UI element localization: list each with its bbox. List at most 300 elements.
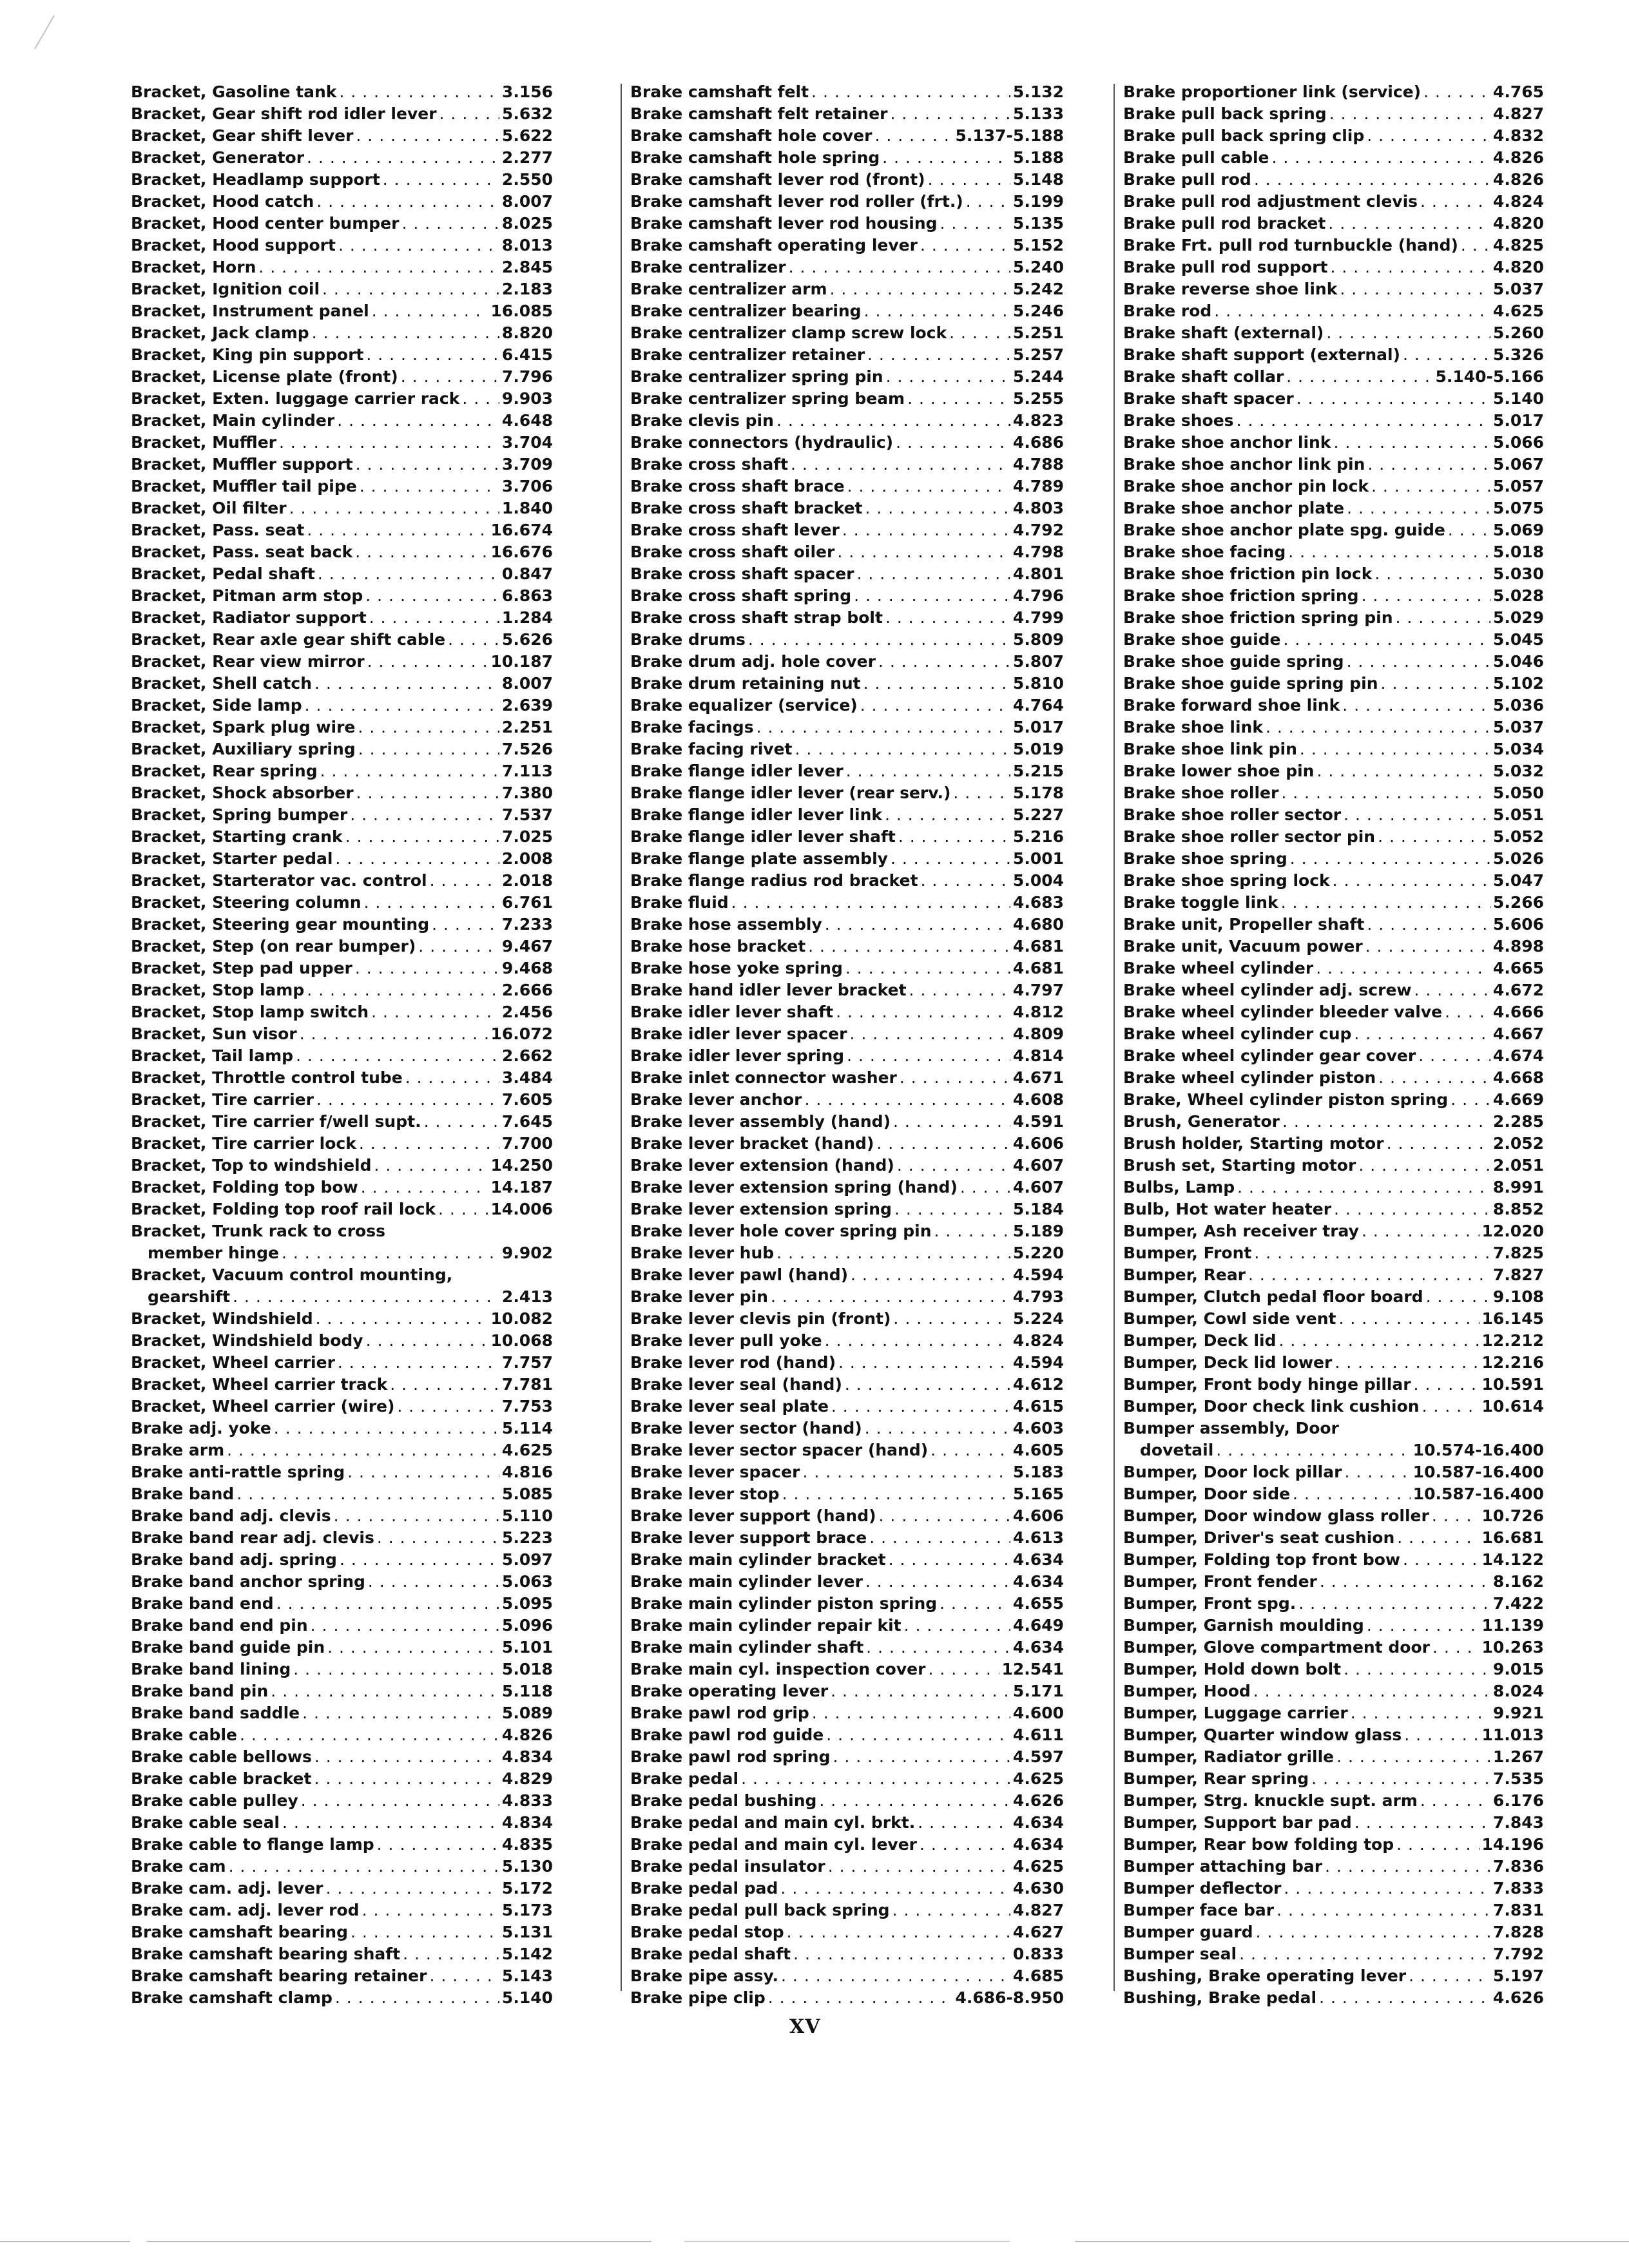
entry-label: Brake shoe friction spring pin — [1123, 608, 1393, 627]
entry-label: Bumper, Deck lid lower — [1123, 1353, 1333, 1372]
entry-reference: 5.118 — [501, 1682, 553, 1700]
index-entry — [630, 1987, 1064, 2009]
dot-leader — [429, 1965, 499, 1987]
index-entry — [131, 300, 553, 322]
index-entry — [1123, 169, 1544, 191]
index-entry — [630, 782, 1064, 804]
dot-leader — [296, 1045, 499, 1067]
dot-leader — [845, 1374, 1010, 1396]
dot-leader — [1339, 1308, 1480, 1330]
dot-leader — [874, 125, 952, 147]
index-entry — [630, 1330, 1064, 1352]
dot-leader — [900, 1067, 1010, 1089]
index-entry — [131, 1637, 553, 1658]
entry-label: Brake pedal pad — [630, 1879, 778, 1898]
entry-label: Bumper, Rear bow folding top — [1123, 1835, 1394, 1854]
dot-leader — [355, 957, 499, 979]
dot-leader — [356, 454, 499, 476]
entry-reference: 5.184 — [1012, 1200, 1064, 1218]
dot-leader — [842, 519, 1010, 541]
index-entry — [1123, 1067, 1544, 1089]
entry-label: Brake camshaft lever rod (front) — [630, 170, 925, 189]
entry-label: Bracket, Gear shift lever — [131, 126, 354, 145]
dot-leader — [377, 1834, 499, 1856]
entry-label: Brake, Wheel cylinder piston spring — [1123, 1090, 1449, 1109]
entry-label: Brake pipe clip — [630, 1988, 766, 2007]
entry-label: Brake pull rod bracket — [1123, 214, 1326, 233]
index-entry — [1123, 1549, 1544, 1571]
entry-label: Brake band rear adj. clevis — [131, 1528, 374, 1547]
entry-label: Brake drum retaining nut — [630, 674, 861, 693]
entry-reference: 8.024 — [1492, 1682, 1544, 1700]
dot-leader — [356, 125, 499, 147]
dot-leader — [879, 1505, 1010, 1527]
entry-reference: 4.627 — [1012, 1923, 1064, 1941]
entry-label: Bracket, Jack clamp — [131, 323, 309, 342]
entry-label: Brake pull cable — [1123, 148, 1269, 167]
dot-leader — [1448, 519, 1490, 541]
entry-label: Brake unit, Vacuum power — [1123, 937, 1363, 956]
index-entry — [1123, 651, 1544, 673]
entry-label: Bulb, Hot water heater — [1123, 1200, 1332, 1218]
entry-label: Brake lever extension spring — [630, 1200, 892, 1218]
entry-reference: 4.788 — [1012, 455, 1064, 474]
index-entry — [630, 629, 1064, 651]
dot-leader — [1362, 1220, 1480, 1242]
entry-reference: 5.199 — [1012, 192, 1064, 211]
index-entry — [630, 213, 1064, 235]
index-entry — [131, 1067, 553, 1089]
dot-leader — [776, 410, 1010, 432]
index-entry — [131, 1177, 553, 1198]
index-entry — [131, 1899, 553, 1921]
entry-label: Brake cable seal — [131, 1813, 280, 1832]
index-entry — [630, 936, 1064, 957]
entry-reference: 5.028 — [1492, 586, 1544, 605]
entry-label: Bumper deflector — [1123, 1879, 1282, 1898]
entry-reference: 4.764 — [1012, 696, 1064, 715]
index-entry — [630, 1943, 1064, 1965]
index-entry — [1123, 738, 1544, 760]
dot-leader — [960, 1177, 1010, 1198]
index-entry — [1123, 432, 1544, 454]
entry-reference: 5.036 — [1492, 696, 1544, 715]
entry-label: Brake cross shaft spring — [630, 586, 852, 605]
entry-reference: 4.649 — [1012, 1616, 1064, 1635]
dot-leader — [771, 1286, 1010, 1308]
index-entry — [131, 1418, 553, 1439]
dot-leader — [1284, 629, 1490, 651]
dot-leader — [780, 1878, 1010, 1899]
entry-reference: 4.833 — [501, 1791, 553, 1810]
index-entry — [630, 1637, 1064, 1658]
entry-label: Brake cross shaft — [630, 455, 789, 474]
index-entry — [630, 1045, 1064, 1067]
index-entry — [630, 738, 1064, 760]
entry-reference: 4.686-8.950 — [955, 1988, 1064, 2007]
entry-reference: 5.085 — [501, 1485, 553, 1503]
index-entry — [131, 716, 553, 738]
index-entry — [1123, 1812, 1544, 1834]
entry-reference: 5.810 — [1012, 674, 1064, 693]
index-entry — [630, 1418, 1064, 1439]
entry-reference: 5.183 — [1012, 1463, 1064, 1481]
entry-reference: 4.671 — [1012, 1068, 1064, 1087]
entry-label: Brake band lining — [131, 1660, 291, 1678]
dot-leader — [432, 914, 499, 936]
entry-label: Brake shoe anchor link pin — [1123, 455, 1365, 474]
index-entry — [1123, 366, 1544, 388]
dot-leader — [1319, 1987, 1490, 2009]
index-entry — [630, 1111, 1064, 1133]
index-entry — [131, 1461, 553, 1483]
entry-reference: 7.113 — [501, 762, 553, 780]
entry-label: Bushing, Brake pedal — [1123, 1988, 1317, 2007]
dot-leader — [833, 1746, 1010, 1768]
index-entry — [1123, 81, 1544, 103]
dot-leader — [889, 1549, 1010, 1571]
index-entry — [630, 1702, 1064, 1724]
dot-leader — [289, 497, 499, 519]
dot-leader — [236, 1483, 499, 1505]
entry-label: Brake wheel cylinder cup — [1123, 1024, 1352, 1043]
index-entry — [1123, 1155, 1544, 1177]
index-entry — [630, 914, 1064, 936]
dot-leader — [227, 1439, 499, 1461]
index-entry — [131, 979, 553, 1001]
entry-reference: 4.798 — [1012, 543, 1064, 561]
entry-label: Brake camshaft bearing shaft — [131, 1945, 401, 1963]
entry-reference: 9.903 — [501, 389, 553, 408]
entry-label: Brake lever sector spacer (hand) — [630, 1441, 929, 1459]
index-entry — [630, 1264, 1064, 1286]
index-entry — [131, 826, 553, 848]
entry-reference: 7.700 — [501, 1134, 553, 1153]
index-entry — [131, 1812, 553, 1834]
dot-leader — [1362, 585, 1490, 607]
entry-label: Bracket, Tail lamp — [131, 1046, 294, 1065]
entry-label: Brake shoe anchor plate spg. guide — [1123, 521, 1445, 539]
dot-leader — [1342, 695, 1490, 716]
index-column-2 — [630, 81, 1064, 2009]
entry-label: Brake flange idler lever link — [630, 805, 883, 824]
dot-leader — [312, 322, 499, 344]
index-entry — [630, 1155, 1064, 1177]
entry-label: Bumper, Door check link cushion — [1123, 1397, 1420, 1416]
dot-leader — [1378, 1067, 1490, 1089]
index-entry — [1123, 1023, 1544, 1045]
index-entry — [131, 1330, 553, 1352]
dot-leader — [847, 1045, 1010, 1067]
entry-label: Brake shoe roller sector — [1123, 805, 1342, 824]
index-entry — [630, 410, 1064, 432]
dot-leader — [1330, 256, 1490, 278]
entry-label: Brake centralizer spring pin — [630, 367, 883, 386]
index-entry — [1123, 1286, 1544, 1308]
dot-leader — [1432, 1505, 1480, 1527]
entry-label: Brake pipe assy. — [630, 1966, 779, 1985]
dot-leader — [1293, 1483, 1411, 1505]
dot-leader — [876, 1133, 1010, 1155]
entry-reference: 4.612 — [1012, 1375, 1064, 1394]
index-entry — [630, 1527, 1064, 1549]
dot-leader — [865, 497, 1010, 519]
index-entry — [131, 410, 553, 432]
index-entry — [630, 760, 1064, 782]
dot-leader — [1320, 1571, 1490, 1593]
index-entry — [131, 366, 553, 388]
index-entry — [630, 125, 1064, 147]
dot-leader — [1344, 1461, 1410, 1483]
entry-reference: 10.726 — [1481, 1506, 1544, 1525]
index-entry — [1123, 454, 1544, 476]
index-entry — [131, 454, 553, 476]
index-entry — [131, 147, 553, 169]
entry-label: Bumper assembly, Door — [1123, 1419, 1339, 1437]
entry-reference: 7.537 — [501, 805, 553, 824]
entry-reference: 4.626 — [1492, 1988, 1544, 2007]
entry-reference: 14.196 — [1481, 1835, 1544, 1854]
entry-label: Bracket, Trunk rack to cross — [131, 1222, 385, 1240]
dot-leader — [891, 848, 1010, 870]
entry-reference: 4.814 — [1012, 1046, 1064, 1065]
entry-label: Brake lever extension (hand) — [630, 1156, 894, 1175]
index-entry — [1123, 1702, 1544, 1724]
dot-leader — [909, 979, 1010, 1001]
dot-leader — [1396, 607, 1490, 629]
entry-label: Bracket, Muffler tail pipe — [131, 477, 357, 495]
dot-leader — [403, 1943, 499, 1965]
index-entry — [131, 1111, 553, 1133]
entry-label: Brake lever bracket (hand) — [630, 1134, 874, 1153]
entry-reference: 8.991 — [1492, 1178, 1544, 1196]
entry-label: Brake shoe roller sector pin — [1123, 827, 1376, 846]
entry-label: Bumper, Front — [1123, 1244, 1252, 1262]
index-entry — [1123, 256, 1544, 278]
index-entry — [630, 607, 1064, 629]
index-entry — [630, 278, 1064, 300]
index-entry — [1123, 410, 1544, 432]
dot-leader — [1239, 1943, 1490, 1965]
dot-leader — [462, 388, 499, 410]
entry-label: Bracket, Gasoline tank — [131, 82, 337, 101]
index-entry — [630, 1549, 1064, 1571]
index-entry — [131, 1878, 553, 1899]
index-entry — [1123, 629, 1544, 651]
dot-leader — [335, 1987, 499, 2009]
index-entry — [630, 1615, 1064, 1637]
dot-leader — [1409, 1965, 1490, 1987]
entry-reference: 6.863 — [501, 586, 553, 605]
dot-leader — [1347, 651, 1490, 673]
dot-leader — [787, 1921, 1010, 1943]
entry-reference: 11.013 — [1481, 1725, 1544, 1744]
dot-leader — [276, 1593, 499, 1615]
dot-leader — [364, 892, 499, 914]
index-entry — [131, 344, 553, 366]
entry-label: Bracket, Tire carrier — [131, 1090, 314, 1109]
index-entry — [1123, 1418, 1544, 1439]
dot-leader — [1256, 1921, 1490, 1943]
index-entry — [131, 1965, 553, 1987]
index-entry — [630, 169, 1064, 191]
entry-reference: 4.608 — [1012, 1090, 1064, 1109]
entry-label: Brake adj. yoke — [131, 1419, 271, 1437]
entry-label: Brake idler lever spacer — [630, 1024, 847, 1043]
entry-label: Brake wheel cylinder — [1123, 959, 1314, 977]
entry-label: dovetail — [1140, 1441, 1214, 1459]
entry-reference: 7.792 — [1492, 1945, 1544, 1963]
entry-label: Brake shoe guide — [1123, 630, 1281, 649]
entry-label: Brake shoe facing — [1123, 543, 1286, 561]
entry-label: Brake lever clevis pin (front) — [630, 1309, 891, 1328]
entry-reference: 2.051 — [1492, 1156, 1544, 1175]
index-entry — [1123, 892, 1544, 914]
index-entry — [1123, 1637, 1544, 1658]
dot-leader — [940, 213, 1010, 235]
entry-reference: 5.066 — [1492, 433, 1544, 452]
entry-reference: 7.781 — [501, 1375, 553, 1394]
entry-label: Brake shoes — [1123, 411, 1234, 430]
entry-reference: 3.704 — [501, 433, 553, 452]
dot-leader — [1397, 1527, 1479, 1549]
entry-label: Bracket, Main cylinder — [131, 411, 335, 430]
entry-reference: 5.050 — [1492, 783, 1544, 802]
index-entry — [131, 1264, 553, 1286]
index-entry — [131, 695, 553, 716]
entry-reference: 2.018 — [501, 871, 553, 890]
dot-leader — [383, 169, 499, 191]
dot-leader — [1254, 169, 1490, 191]
entry-label: Brake camshaft lever rod roller (frt.) — [630, 192, 963, 211]
entry-label: Bracket, Radiator support — [131, 608, 367, 627]
index-entry — [1123, 1965, 1544, 1987]
entry-label: Brake pedal insulator — [630, 1857, 825, 1876]
entry-label: Bumper, Folding top front bow — [1123, 1550, 1401, 1569]
entry-label: Brake wheel cylinder gear cover — [1123, 1046, 1416, 1065]
dot-leader — [300, 1023, 488, 1045]
index-entry — [630, 563, 1064, 585]
index-entry — [630, 1177, 1064, 1198]
dot-leader — [791, 454, 1010, 476]
entry-reference: 16.145 — [1481, 1309, 1544, 1328]
index-entry — [1123, 1439, 1544, 1461]
index-entry — [1123, 1330, 1544, 1352]
entry-reference: 16.674 — [490, 521, 553, 539]
entry-label: Bumper, Door window glass roller — [1123, 1506, 1429, 1525]
dot-leader — [1422, 1396, 1480, 1418]
index-entry — [131, 760, 553, 782]
dot-leader — [1367, 125, 1490, 147]
index-entry — [630, 1396, 1064, 1418]
entry-reference: 5.244 — [1012, 367, 1064, 386]
entry-label: Brake wheel cylinder adj. screw — [1123, 981, 1412, 999]
dot-leader — [316, 1308, 488, 1330]
entry-reference: 8.007 — [501, 674, 553, 693]
dot-leader — [893, 1308, 1010, 1330]
dot-leader — [374, 1155, 488, 1177]
dot-leader — [847, 476, 1010, 497]
entry-label: Bracket, Auxiliary spring — [131, 740, 356, 758]
index-entry — [1123, 585, 1544, 607]
index-entry — [1123, 191, 1544, 213]
dot-leader — [314, 1746, 499, 1768]
entry-label: Brake arm — [131, 1441, 225, 1459]
index-entry — [131, 1527, 553, 1549]
entry-label: Bumper, Driver's seat cushion — [1123, 1528, 1395, 1547]
dot-leader — [757, 716, 1010, 738]
entry-reference: 5.606 — [1492, 915, 1544, 934]
entry-reference: 4.832 — [1492, 126, 1544, 145]
entry-label: Brake idler lever spring — [630, 1046, 845, 1065]
index-entry — [131, 1001, 553, 1023]
entry-reference: 4.634 — [1012, 1835, 1064, 1854]
entry-label: Bracket, Muffler support — [131, 455, 353, 474]
dot-leader — [826, 1724, 1010, 1746]
index-entry — [630, 1921, 1064, 1943]
entry-reference: 5.037 — [1492, 718, 1544, 736]
entry-label: Bushing, Brake operating lever — [1123, 1966, 1407, 1985]
entry-reference: 14.250 — [490, 1156, 553, 1175]
column-divider — [621, 84, 622, 1991]
dot-leader — [1326, 322, 1490, 344]
entry-label: Bracket, Throttle control tube — [131, 1068, 403, 1087]
entry-reference: 7.833 — [1492, 1879, 1544, 1898]
dot-leader — [849, 1023, 1010, 1045]
index-entry — [630, 870, 1064, 892]
entry-reference: 4.681 — [1012, 959, 1064, 977]
dot-leader — [1432, 1637, 1480, 1658]
dot-leader — [897, 1155, 1010, 1177]
dot-leader — [1358, 1155, 1490, 1177]
entry-reference: 4.801 — [1012, 564, 1064, 583]
dot-leader — [448, 629, 499, 651]
dot-leader — [920, 1834, 1010, 1856]
entry-label: Brake shoe guide spring — [1123, 652, 1344, 671]
index-entry — [1123, 476, 1544, 497]
entry-reference: 10.614 — [1481, 1397, 1544, 1416]
entry-reference: 7.825 — [1492, 1244, 1544, 1262]
entry-reference: 4.613 — [1012, 1528, 1064, 1547]
column-divider — [1113, 84, 1115, 1991]
index-entry — [1123, 782, 1544, 804]
dot-leader — [882, 147, 1010, 169]
index-entry — [630, 1768, 1064, 1790]
entry-label: Bracket, Pitman arm stop — [131, 586, 363, 605]
dot-leader — [825, 914, 1010, 936]
index-entry — [131, 81, 553, 103]
entry-reference: 4.812 — [1012, 1003, 1064, 1021]
entry-reference: 2.662 — [501, 1046, 553, 1065]
entry-label: Brake lever pull yoke — [630, 1331, 822, 1350]
dot-leader — [337, 410, 499, 432]
entry-reference: 4.824 — [1492, 192, 1544, 211]
entry-label: Bumper face bar — [1123, 1901, 1275, 1919]
index-entry — [630, 1856, 1064, 1878]
entry-label: Brake cam. adj. lever rod — [131, 1901, 360, 1919]
dot-leader — [282, 1812, 499, 1834]
entry-reference: 7.836 — [1492, 1857, 1544, 1876]
entry-label: Brake wheel cylinder bleeder valve — [1123, 1003, 1443, 1021]
entry-label: Bumper, Hold down bolt — [1123, 1660, 1342, 1678]
dot-leader — [891, 103, 1010, 125]
index-entry — [630, 1374, 1064, 1396]
dot-leader — [782, 1483, 1010, 1505]
dot-leader — [1354, 1812, 1490, 1834]
entry-label: Bumper, Front fender — [1123, 1572, 1317, 1591]
dot-leader — [430, 870, 499, 892]
dot-leader — [369, 607, 499, 629]
